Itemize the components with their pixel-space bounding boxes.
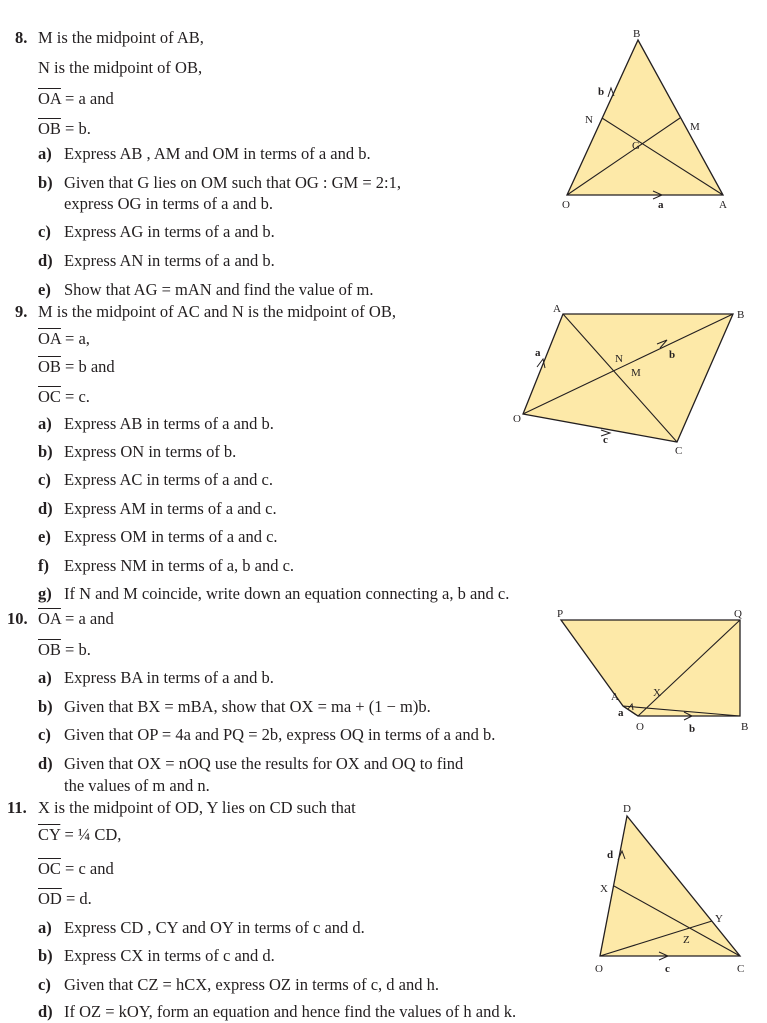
q8e-text: Show that AG = mAN and find the value of m. — [64, 280, 374, 299]
q9-label-a: a — [535, 347, 541, 359]
q10d-label: d) — [38, 754, 53, 773]
q9-label-b: b — [669, 349, 676, 361]
q10a-label: a) — [38, 668, 52, 687]
q11a-label: a) — [38, 918, 52, 937]
q9-oc-def: $\overline{OC} = c$. — [38, 387, 90, 406]
q8-label-A: A — [719, 199, 727, 211]
q8a-label: a) — [38, 144, 52, 163]
q10a-text: Express BA in terms of a and b. — [64, 668, 274, 687]
q8-label-N: N — [585, 114, 593, 126]
q9-label-c: c — [603, 434, 608, 446]
q9c-text: Express AC in terms of a and c. — [64, 470, 273, 489]
q11d-label: d) — [38, 1002, 53, 1021]
q10b-label: b) — [38, 697, 53, 716]
q8b-text: Given that G lies on OM such that OG : GM = 2:1, — [64, 173, 401, 192]
q10-label-A: A — [611, 691, 619, 703]
q8-line1: M is the midpoint of AB, — [38, 28, 204, 47]
q9-quad — [523, 314, 733, 442]
q11b-label: b) — [38, 946, 53, 965]
q9-parallelogram-diagram — [505, 302, 760, 462]
q9b-text: Express ON in terms of b. — [64, 442, 237, 461]
q8-label-M: M — [690, 121, 700, 133]
q10-number: 10. — [7, 609, 28, 628]
q8-ob-def: $\overline{OB} = b$. — [38, 119, 91, 138]
q9-label-M: M — [631, 367, 641, 379]
q10d-text: Given that OX = nOQ use the results for OX and OQ to find — [64, 754, 464, 773]
q8-label-B: B — [633, 28, 641, 40]
q9g-label: g) — [38, 584, 52, 603]
q9-ob-def: $\overline{OB} = b$ and — [38, 357, 115, 376]
q10-trapezium-diagram — [548, 606, 758, 741]
q10-label-B: B — [741, 721, 749, 733]
q11-label-X: X — [600, 883, 608, 895]
q10-shape — [561, 620, 740, 716]
q10-label-Q: Q — [734, 608, 742, 620]
q8-label-G: G — [632, 140, 640, 152]
q10-label-b: b — [689, 723, 696, 735]
q9-label-A: A — [553, 303, 561, 315]
q8-label-a: a — [658, 199, 664, 211]
q8d-label: d) — [38, 251, 53, 270]
q11c-label: c) — [38, 975, 51, 994]
q8-number: 8. — [15, 28, 28, 47]
q9f-label: f) — [38, 556, 49, 575]
q9-label-N: N — [615, 353, 623, 365]
q8a-text: Express AB , AM and OM in terms of a and b. — [64, 144, 371, 163]
q11b-text: Express CX in terms of c and d. — [64, 946, 275, 965]
q11-label-Z: Z — [683, 934, 690, 946]
q11-label-d: d — [607, 849, 614, 861]
q10c-label: c) — [38, 725, 51, 744]
q9g-text: If N and M coincide, write down an equation connecting a, b and c. — [64, 584, 510, 603]
q8-oa-def: $\overline{OA} = a$ and — [38, 89, 114, 108]
q10-label-a: a — [618, 707, 624, 719]
q10b-text: Given that BX = mBA, show that OX = ma + (1 − m)b. — [64, 697, 431, 716]
q11d-text: If OZ = kOY, form an equation and hence find the values of h and k. — [64, 1002, 517, 1021]
q9d-text: Express AM in terms of a and c. — [64, 499, 277, 518]
q9c-label: c) — [38, 470, 51, 489]
q9a-label: a) — [38, 414, 52, 433]
q8e-label: e) — [38, 280, 51, 299]
q8b-text2: express OG in terms of a and b. — [64, 194, 273, 213]
q10-label-X: X — [653, 687, 661, 699]
q11c-text: Given that CZ = hCX, express OZ in terms of c, d and h. — [64, 975, 439, 994]
q9-label-B: B — [737, 309, 745, 321]
q11-number: 11. — [7, 798, 27, 817]
q8-label-O: O — [562, 199, 570, 211]
q11-od-def: $\overline{OD} = d$. — [38, 889, 92, 908]
q11-label-D: D — [623, 803, 631, 815]
q10-oa-def: $\overline{OA} = a$ and — [38, 609, 114, 628]
q9-label-C: C — [675, 445, 683, 457]
q10-label-O: O — [636, 721, 644, 733]
q10c-text: Given that OP = 4a and PQ = 2b, express OQ in terms of a and b. — [64, 725, 496, 744]
q8-line2: N is the midpoint of OB, — [38, 58, 203, 77]
q11-triangle-diagram — [585, 800, 755, 980]
q11-cy-def: $\overline{CY}$ = ¼ CD, — [38, 825, 122, 844]
q9a-text: Express AB in terms of a and b. — [64, 414, 274, 433]
q9e-text: Express OM in terms of a and c. — [64, 527, 278, 546]
q9-label-O: O — [513, 413, 521, 425]
q8c-text: Express AG in terms of a and b. — [64, 222, 275, 241]
q8d-text: Express AN in terms of a and b. — [64, 251, 275, 270]
q11-label-C: C — [737, 963, 745, 975]
q9e-label: e) — [38, 527, 51, 546]
q11-triangle — [600, 816, 740, 956]
q8b-label: b) — [38, 173, 53, 192]
q11-label-Y: Y — [715, 913, 723, 925]
q10d-text2: the values of m and n. — [64, 776, 210, 795]
q8-triangle-diagram — [550, 25, 750, 215]
q11-line1: X is the midpoint of OD, Y lies on CD such that — [38, 798, 356, 817]
q11-oc-def: $\overline{OC} = c$ and — [38, 859, 114, 878]
q11-label-c: c — [665, 963, 670, 975]
q9-number: 9. — [15, 302, 28, 321]
q9f-text: Express NM in terms of a, b and c. — [64, 556, 295, 575]
q11a-text: Express CD , CY and OY in terms of c and d. — [64, 918, 365, 937]
q11-label-O: O — [595, 963, 603, 975]
q9-line1: M is the midpoint of AC and N is the midpoint of OB, — [38, 302, 396, 321]
q8-label-b: b — [598, 86, 605, 98]
q10-label-P: P — [557, 608, 564, 620]
q10-ob-def: $\overline{OB} = b$. — [38, 640, 91, 659]
q9b-label: b) — [38, 442, 53, 461]
q8c-label: c) — [38, 222, 51, 241]
q9-oa-def: $\overline{OA} = a$, — [38, 329, 90, 348]
q9d-label: d) — [38, 499, 53, 518]
